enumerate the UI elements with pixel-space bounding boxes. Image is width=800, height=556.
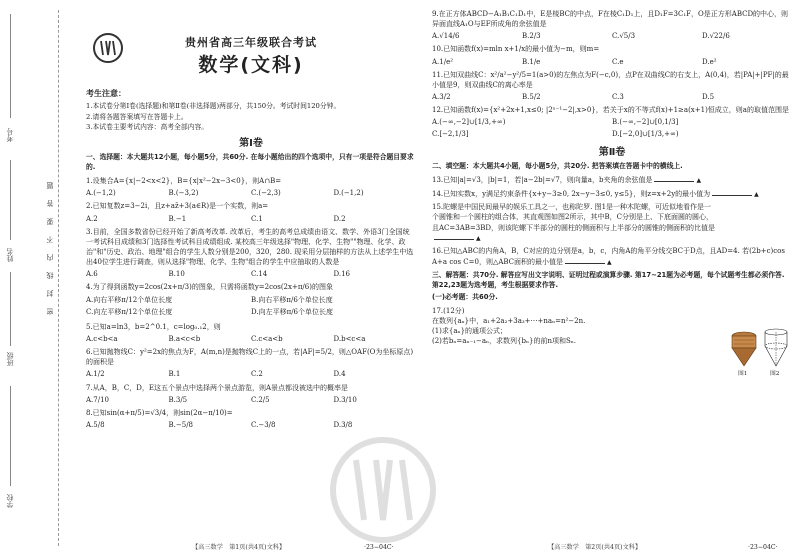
- note-item: 3.本试卷主要考试内容：高考全部内容。: [86, 123, 209, 132]
- question-stem: 5.已知a=ln3，b=2^0.1，c=log₀.₁2，则: [86, 322, 221, 331]
- question-line: 在数列{aₙ}中，a₁+2a₂+3a₃+⋯+naₙ=n²−2n.: [432, 316, 586, 325]
- option-a: A.向右平移π/12个单位长度: [86, 295, 173, 304]
- question-4: [86, 282, 416, 318]
- option-a: A.c<b<a: [86, 335, 118, 343]
- note-item: 1.本试卷分第Ⅰ卷(选择题)和第Ⅱ卷(非选择题)两部分，共150分。考试时间120分钟。: [86, 102, 341, 111]
- question-stem: 7.从A，B，C，D，E这五个景点中选择两个景点游览，则A景点都没被选中的概率是: [86, 383, 349, 392]
- subject-title: 数学(文科): [198, 53, 304, 76]
- answer-blank: [654, 181, 694, 182]
- option-b: B.10: [168, 270, 185, 279]
- option-d: D.3/8: [333, 420, 353, 429]
- q15-figures: [728, 322, 792, 378]
- triangle-icon: ▲: [607, 258, 612, 266]
- kaohao-label: 考号: [6, 128, 14, 142]
- page2-footer: 【高三数学 第2页(共4页)文科】: [548, 544, 642, 552]
- page2-code: ·23−04C·: [748, 544, 778, 552]
- part1-title: 第Ⅰ卷: [239, 137, 263, 149]
- xuexiao-label: 学校: [6, 494, 14, 508]
- option-b: B.3/5: [168, 395, 188, 404]
- question-13: [432, 175, 792, 186]
- option-b: B.(−3,2): [168, 189, 199, 198]
- option-c: C.2/5: [251, 395, 270, 404]
- kaohao-line: [10, 14, 11, 118]
- option-b: B.−1: [168, 214, 187, 223]
- option-a: A.5/8: [86, 420, 105, 429]
- option-d: D.5: [702, 92, 715, 101]
- question-stem: 14.已知实数x，y满足约束条件{x+y−3≥0, 2x−y−3≤0, y≤5}，则z=x+2y的最小值为: [432, 189, 711, 198]
- question-options: [432, 92, 792, 102]
- question-2: [86, 201, 416, 223]
- option-a: A.3/2: [432, 92, 451, 101]
- question-stem: 15.陀螺是中国民间最早的娱乐工具之一，也称陀罗. 图1是一种木陀螺，可近似地看作是一个圆锥和一个圆柱的组合体，其直观图如图2所示，其中B，C分别是上、下底面圆的圆心，且AC=3AB=3BD，则该陀螺下半部分的圆柱的侧面积与上半部分的圆锥的侧面积的比值是: [432, 203, 716, 232]
- question-options: [86, 269, 416, 279]
- question-11: [432, 70, 792, 102]
- xingming-line: [10, 160, 11, 240]
- fill-section-desc: 二、填空题：本大题共4小题，每小题5分，共20分. 把答案填在答题卡中的横线上.: [432, 162, 683, 171]
- option-d: D.4: [333, 370, 346, 379]
- question-stem: 12.已知函数f(x)={x²+2x+1,x≤0; |2ˣ⁻¹−2|,x>0}，若关于x的不等式f(x)+1≥a(x+1)恒成立，则a的取值范围是: [432, 106, 789, 115]
- option-d: D.√22/6: [702, 32, 730, 41]
- question-12: [432, 105, 792, 141]
- xuexiao-line: [10, 386, 11, 486]
- option-c: C.向左平移π/12个单位长度: [86, 307, 173, 316]
- option-c: C.−3/8: [251, 420, 276, 429]
- option-b: B.5/2: [522, 92, 541, 101]
- question-line: (1)求{aₙ}的通项公式；: [432, 327, 508, 336]
- question-options: [432, 117, 792, 141]
- question-9: [432, 9, 792, 41]
- exam-title: 贵州省高三年级联合考试: [185, 36, 317, 49]
- question-stem: 10.已知函数f(x)=mln x+1/x的最小值为−m，则m=: [432, 45, 600, 54]
- question-list-p1: [86, 176, 416, 430]
- option-b: B.1: [168, 370, 181, 379]
- option-b: B.向右平移π/6个单位长度: [251, 295, 333, 304]
- seal-text: 密 封 线 内 不 要 答 题: [46, 180, 54, 315]
- required-subtitle: (一)必考题：共60分.: [432, 292, 498, 301]
- question-list-p2: [432, 9, 792, 142]
- question-options: [86, 188, 416, 198]
- question-options: [86, 295, 416, 319]
- question-stem: 13.已知|a|=√3，|b|=1，若|a−2b|=√7，则向量a，b夹角的余弦值是: [432, 175, 653, 184]
- question-options: [86, 334, 416, 344]
- option-a: A.1/2: [86, 370, 105, 379]
- option-c: C.3: [612, 92, 624, 101]
- question-10: [432, 44, 792, 66]
- question-options: [432, 57, 792, 67]
- page-2: [428, 0, 800, 556]
- part2-title: 第Ⅱ卷: [598, 146, 626, 158]
- triangle-icon: ▲: [696, 176, 702, 184]
- option-a: A.6: [86, 270, 98, 279]
- banji-line: [10, 272, 11, 346]
- option-d: D.[−2,0]∪[1/3,+∞): [612, 130, 679, 139]
- question-stem: 1.设集合A={x|−2<x<2}，B={x|x²−2x−3<0}，则A∩B=: [86, 177, 282, 186]
- binding-margin: [0, 0, 70, 556]
- banji-label: 班级: [6, 352, 14, 366]
- figure-1-caption: 图1: [738, 370, 748, 377]
- answer-blank: [434, 239, 474, 240]
- question-16: [432, 246, 792, 267]
- option-d: D.3/10: [333, 395, 357, 404]
- xingming-label: 姓名: [6, 248, 14, 262]
- answer-blank: [565, 263, 605, 264]
- seal-dashed-line: [58, 10, 59, 546]
- question-line: (2)若bₙ=aₙ₋₁−aₙ，求数列{bₙ}的前n项和Sₙ.: [432, 337, 577, 346]
- question-1: [86, 176, 416, 198]
- option-c: C.c<a<b: [251, 335, 283, 343]
- option-a: A.√14/6: [432, 32, 460, 41]
- question-options: [86, 369, 416, 379]
- question-14: [432, 189, 792, 200]
- page1-code: ·23−04C·: [364, 544, 394, 552]
- option-b: B.−5/8: [168, 420, 193, 429]
- option-b: B.1/e: [522, 57, 541, 66]
- option-b: B.2/3: [522, 32, 541, 41]
- question-options: [86, 395, 416, 405]
- part1-desc: 一、选择题：本大题共12小题，每小题5分，共60分. 在每小题给出的四个选项中，只有一项是符合题目要求的.: [86, 153, 414, 172]
- option-d: D.16: [333, 270, 350, 279]
- question-options: [86, 420, 416, 430]
- option-c: C.e: [612, 57, 624, 66]
- option-a: A.1/e²: [432, 57, 454, 66]
- option-c: C.[−2,1/3]: [432, 130, 469, 139]
- spinning-top-figures-icon: [728, 322, 792, 370]
- question-stem: 3.目前，全国多数省份已经开始了新高考改革. 改革后，考生的高考总成绩由语文、数学、外语3门全国统一考试科目成绩和3门选择性考试科目成绩组成. 某校高三年级选择"物理、化学、生物""物理、化学、政治"和"历史、政治、地理"组合的学生人数分别是200，320，280. 现采用分层抽样的方法从上述学生中选出40位学生进行调查，则从选择"物理、化学、生物"组合的学生中应抽取的人数是: [86, 227, 414, 267]
- option-b: B.a<c<b: [168, 335, 201, 343]
- figure-2-caption: 图2: [770, 370, 780, 377]
- note-item: 2.请将各题答案填写在答题卡上。: [86, 112, 188, 121]
- option-d: D.b<c<a: [333, 335, 366, 343]
- option-d: D.e²: [702, 57, 717, 66]
- option-d: D.2: [333, 214, 346, 223]
- exam-notes: [86, 88, 416, 133]
- watermark-logo-icon: [328, 430, 438, 550]
- question-5: [86, 322, 416, 344]
- question-stem: 11.已知双曲线C：x²/a²−y²/5=1(a>0)的左焦点为F(−c,0)，点P在双曲线C的右支上，A(0,4)，若|PA|+|PF|的最小值是9，则双曲线C的离心率是: [432, 70, 789, 89]
- question-stem: 6.已知抛物线C：y²=2x的焦点为F，A(m,n)是抛物线C上的一点，若|AF|=5/2，则△OAF(O为坐标原点)的面积是: [86, 348, 414, 367]
- option-d: D.向左平移π/6个单位长度: [251, 307, 334, 316]
- question-options: [86, 214, 416, 224]
- answer-blank: [712, 195, 752, 196]
- question-stem: 4.为了得到函数y=2cos(2x+π/3)的图象，只需将函数y=2cos(2x+π/6)的图象: [86, 283, 333, 292]
- question-title: 17.(12分): [432, 306, 465, 315]
- option-c: C.2: [251, 370, 263, 379]
- solve-section-desc: 三、解答题：共70分. 解答应写出文字说明、证明过程或演算步骤. 第17~21题为必考题，每个试题考生都必须作答. 第22,23题为选考题，考生根据要求作答.: [432, 271, 785, 290]
- question-stem: 9.在正方体ABCD−A₁B₁C₁D₁中，E是棱BC的中点，F在棱C₁D₁上，且D₁F=3C₁F，O是正方形ABCD的中心，则异面直线A₁O与EF所成角的余弦值是: [432, 10, 789, 29]
- question-stem: 8.已知sin(α+π/5)=√3/4，则sin(2α−π/10)=: [86, 408, 233, 417]
- option-c: C.14: [251, 270, 268, 279]
- question-options: [432, 31, 792, 41]
- option-a: A.2: [86, 214, 98, 223]
- option-a: A.(−1,2): [86, 189, 116, 198]
- option-a: A.(−∞,−2]∪[1/3,+∞): [432, 118, 506, 127]
- page1-footer: 【高三数学 第1页(共4页)文科】: [192, 544, 286, 552]
- option-c: C.√5/3: [612, 32, 636, 41]
- exam-logo-icon: [92, 32, 124, 64]
- question-3: [86, 227, 416, 280]
- option-d: D.(−1,2): [333, 189, 364, 198]
- option-a: A.7/10: [86, 395, 109, 404]
- option-c: C.(−2,3): [251, 189, 281, 198]
- option-c: C.1: [251, 214, 263, 223]
- question-stem: 2.已知复数z=3−2i，且z+az̄+3(a∈R)是一个实数，则a=: [86, 202, 269, 211]
- question-8: [86, 408, 416, 430]
- triangle-icon: ▲: [754, 190, 759, 198]
- question-6: [86, 347, 416, 379]
- notes-title: 考生注意：: [86, 89, 126, 98]
- triangle-icon: ▲: [476, 234, 481, 242]
- page-header: [86, 6, 416, 76]
- question-7: [86, 383, 416, 405]
- question-stem: 16.已知△ABC的内角A，B，C对应的边分别是a，b，c，内角A的角平分线交BC于D点，且AD=4. 若(2b+c)cos A+a cos C=0，则△ABC面积的最小值是: [432, 247, 785, 266]
- question-15: [432, 202, 792, 243]
- option-b: B.(−∞,−2]∪[0,1/3]: [612, 118, 679, 127]
